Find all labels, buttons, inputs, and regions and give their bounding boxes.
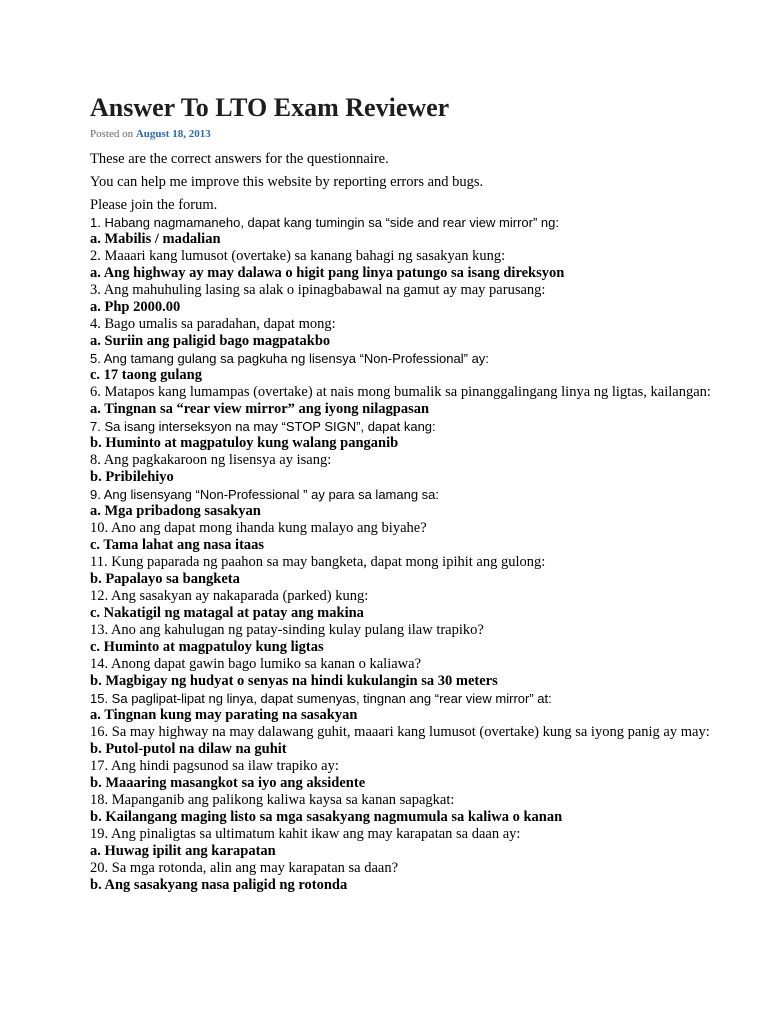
post-meta	[90, 127, 730, 141]
answer-text: a. Ang highway ay may dalawa o higit pang linya patungo sa isang direksyon	[90, 265, 565, 281]
article	[90, 92, 730, 894]
question-text: 18. Mapanganib ang palikong kaliwa kaysa sa kanan sapagkat:	[90, 792, 455, 808]
answer-text: c. 17 taong gulang	[90, 367, 202, 383]
question-text: 10. Ano ang dapat mong ihanda kung malayo ang biyahe?	[90, 520, 427, 536]
intro-paragraph: Please join the forum.	[90, 197, 218, 213]
list-item	[90, 486, 730, 520]
question-text: 4. Bago umalis sa paradahan, dapat mong:	[90, 316, 336, 332]
answer-text: c. Nakatigil ng matagal at patay ang makina	[90, 605, 364, 621]
qa-list	[90, 214, 730, 894]
answer-text: a. Mga pribadong sasakyan	[90, 503, 261, 519]
question-text: 2. Maaari kang lumusot (overtake) sa kanang bahagi ng sasakyan kung:	[90, 248, 506, 264]
answer-text: c. Huminto at magpatuloy kung ligtas	[90, 639, 324, 655]
question-text: 3. Ang mahuhuling lasing sa alak o ipinagbabawal na gamut ay may parusang:	[90, 282, 546, 298]
list-item	[90, 758, 730, 792]
question-text: 7. Sa isang interseksyon na may “STOP SIGN”, dapat kang:	[90, 419, 436, 434]
answer-text: a. Tingnan kung may parating na sasakyan	[90, 707, 358, 723]
list-item	[90, 214, 730, 248]
question-text: 9. Ang lisensyang “Non-Professional ” ay para sa lamang sa:	[90, 487, 440, 502]
answer-text: a. Huwag ipilit ang karapatan	[90, 843, 276, 859]
answer-text: b. Maaaring masangkot sa iyo ang aksidente	[90, 775, 366, 791]
article-title: Answer To LTO Exam Reviewer	[90, 93, 450, 122]
question-text: 17. Ang hindi pagsunod sa ilaw trapiko ay:	[90, 758, 339, 774]
question-text: 12. Ang sasakyan ay nakaparada (parked) kung:	[90, 588, 369, 604]
answer-text: b. Pribilehiyo	[90, 469, 174, 485]
answer-text: a. Mabilis / madalian	[90, 231, 221, 247]
answer-text: b. Huminto at magpatuloy kung walang panganib	[90, 435, 399, 451]
answer-text: b. Kailangang maging listo sa mga sasakyang nagmumula sa kaliwa o kanan	[90, 809, 563, 825]
list-item	[90, 554, 730, 588]
question-text: 8. Ang pagkakaroon ng lisensya ay isang:	[90, 452, 332, 468]
intro-paragraph: These are the correct answers for the questionnaire.	[90, 151, 389, 167]
list-item	[90, 792, 730, 826]
answer-text: c. Tama lahat ang nasa itaas	[90, 537, 265, 553]
question-text: 19. Ang pinaligtas sa ultimatum kahit ikaw ang may karapatan sa daan ay:	[90, 826, 521, 842]
answer-text: a. Php 2000.00	[90, 299, 181, 315]
list-item	[90, 316, 730, 350]
answer-text: b. Papalayo sa bangketa	[90, 571, 240, 587]
question-text: 5. Ang tamang gulang sa pagkuha ng lisensya “Non-Professional” ay:	[90, 351, 489, 366]
question-text: 1. Habang nagmamaneho, dapat kang tumingin sa “side and rear view mirror” ng:	[90, 215, 559, 230]
answer-text: a. Tingnan sa “rear view mirror” ang iyong nilagpasan	[90, 401, 430, 417]
list-item	[90, 248, 730, 282]
posted-date-link[interactable]: August 18, 2013	[135, 128, 211, 140]
list-item	[90, 656, 730, 690]
list-item	[90, 350, 730, 384]
list-item	[90, 690, 730, 724]
list-item	[90, 418, 730, 452]
answer-text: b. Putol-putol na dilaw na guhit	[90, 741, 287, 757]
question-text: 14. Anong dapat gawin bago lumiko sa kanan o kaliawa?	[90, 656, 422, 672]
list-item	[90, 622, 730, 656]
list-item	[90, 384, 730, 418]
question-text: 15. Sa paglipat-lipat ng linya, dapat sumenyas, tingnan ang “rear view mirror” at:	[90, 691, 552, 706]
question-text: 6. Matapos kang lumampas (overtake) at nais mong bumalik sa pinanggalingang linya ng ligtas, kailangan:	[90, 384, 711, 400]
posted-label: Posted on	[90, 128, 134, 140]
list-item	[90, 826, 730, 860]
intro-paragraph: You can help me improve this website by reporting errors and bugs.	[90, 174, 484, 190]
question-text: 20. Sa mga rotonda, alin ang may karapatan sa daan?	[90, 860, 399, 876]
list-item	[90, 860, 730, 894]
list-item	[90, 282, 730, 316]
list-item	[90, 724, 730, 758]
answer-text: b. Ang sasakyang nasa paligid ng rotonda	[90, 877, 348, 893]
question-text: 11. Kung paparada ng paahon sa may bangketa, dapat mong ipihit ang gulong:	[90, 554, 546, 570]
list-item	[90, 452, 730, 486]
question-text: 13. Ano ang kahulugan ng patay-sinding kulay pulang ilaw trapiko?	[90, 622, 484, 638]
answer-text: a. Suriin ang paligid bago magpatakbo	[90, 333, 331, 349]
question-text: 16. Sa may highway na may dalawang guhit, maaari kang lumusot (overtake) kung sa iyong panig ay may:	[90, 724, 710, 740]
list-item	[90, 520, 730, 554]
answer-text: b. Magbigay ng hudyat o senyas na hindi kukulangin sa 30 meters	[90, 673, 498, 689]
intro	[90, 150, 730, 214]
list-item	[90, 588, 730, 622]
